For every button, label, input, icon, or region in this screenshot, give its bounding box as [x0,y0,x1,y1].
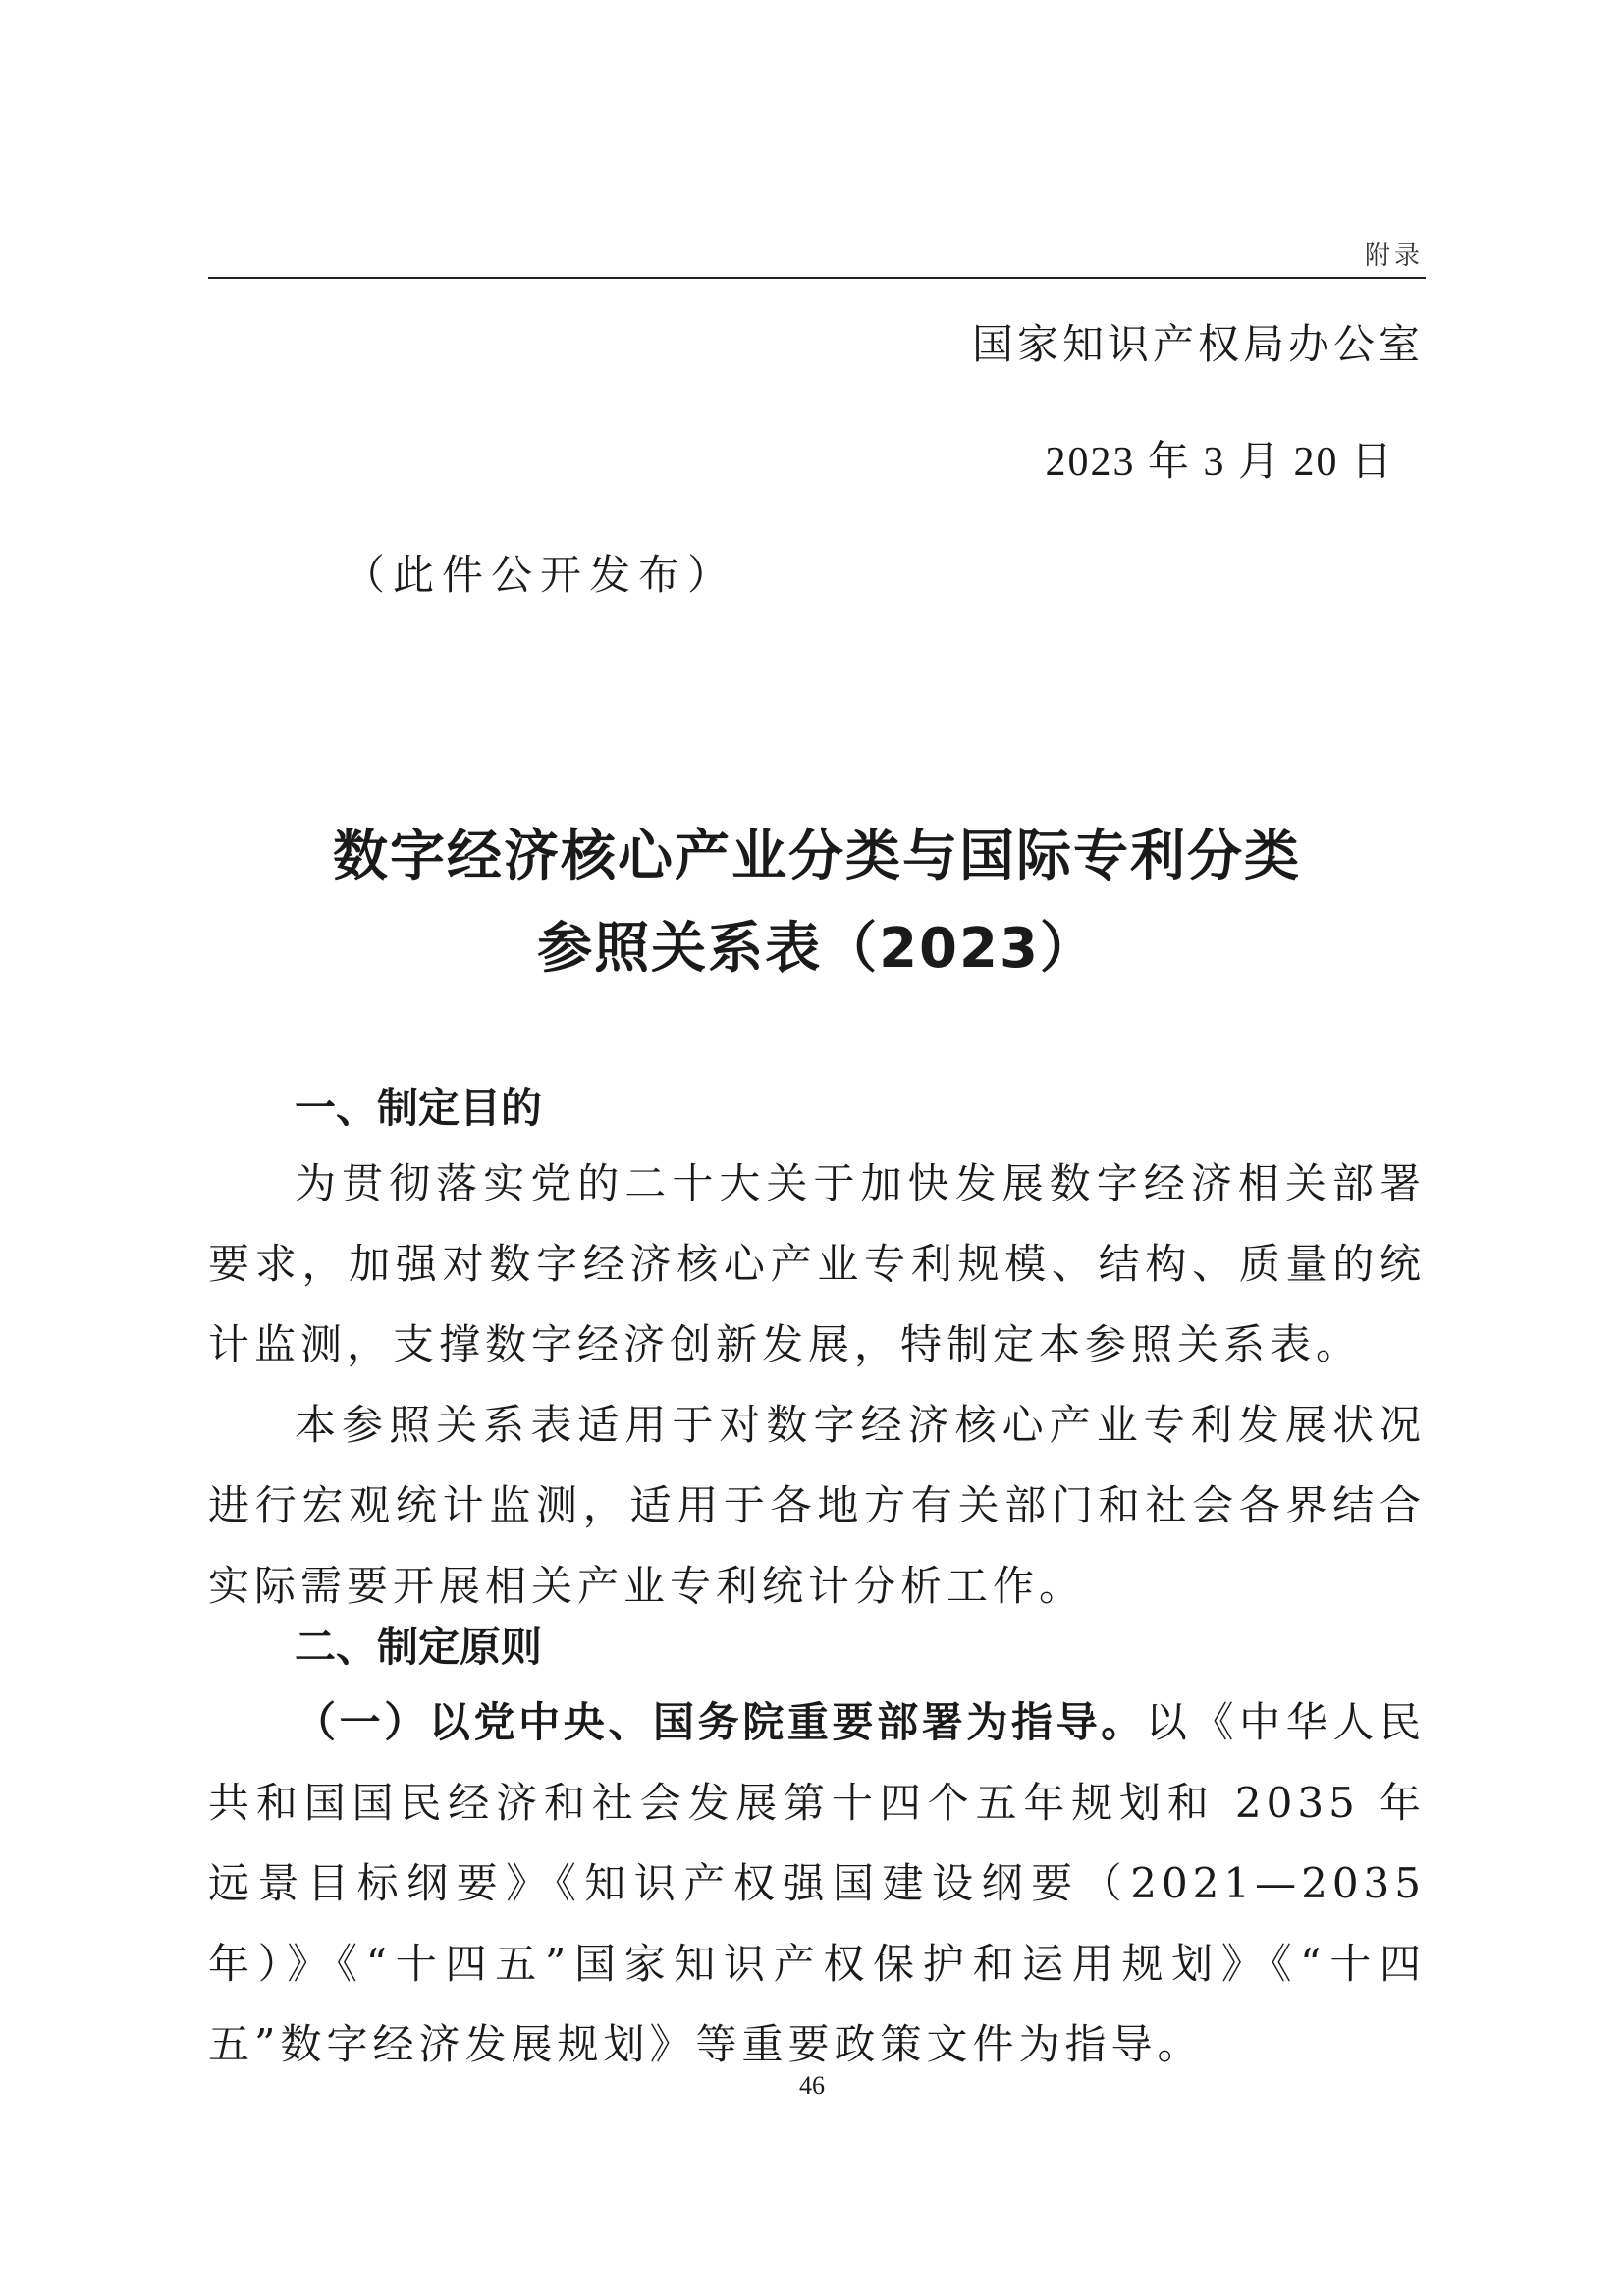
principle-1-text: 以《中华人民共和国国民经济和社会发展第十四个五年规划和 2035 年远景目标纲要》《知识产权强国建设纲要（2021—2035 年）》《“十四五”国家知识产权保护和运用规划》《“十四五”数字经济发展规划》等重要政策文件为指导。 [208,1698,1426,2068]
principle-1-lead: （一）以党中央、国务院重要部署为指导。 [295,1698,1146,1746]
header-rule [208,277,1426,279]
document-title-line-1: 数字经济核心产业分类与国际专利分类 [333,825,1301,888]
paragraph-purpose-1: 为贯彻落实党的二十大关于加快发展数字经济相关部署要求，加强对数字经济核心产业专利规模、结构、质量的统计监测，支撑数字经济创新发展，特制定本参照关系表。 [208,1159,1426,1368]
page-number: 46 [799,2071,825,2100]
paragraph-purpose-2: 本参照关系表适用于对数字经济核心产业专利发展状况进行宏观统计监测，适用于各地方有关部门和社会各界结合实际需要开展相关产业专利统计分析工作。 [208,1401,1426,1610]
section-heading-principles: 二、制定原则 [295,1623,543,1671]
appendix-header-label: 附录 [1364,241,1424,271]
paragraph-principle-1 [208,1682,1426,2085]
section-heading-purpose: 一、制定目的 [295,1084,543,1132]
publish-note: （此件公开发布） [344,551,737,599]
issuer-name: 国家知识产权局办公室 [971,320,1424,368]
issue-date: 2023 年 3 月 20 日 [1045,440,1394,485]
document-title-line-2: 参照关系表（2023） [537,917,1097,981]
